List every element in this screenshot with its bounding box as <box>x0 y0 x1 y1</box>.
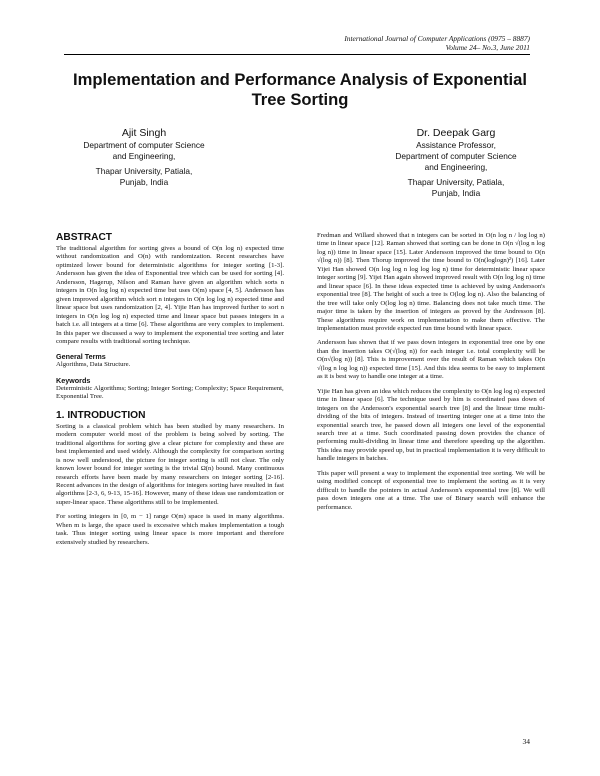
affiliation-line: Thapar University, Patiala, <box>407 177 505 187</box>
body-paragraph-3: Yijie Han has given an idea which reduces the complexity to O(n log log n) expected time in linear space [6]. The technique used by him is coordinated pass down of integers on the Andersson's exponential search tree [8] and the linear time multi-dividing of the bits of integers. Instead of inserting integer one at a time into the exponential search tree, he passed down all integers one level of the exponential search tree at a time. Such coordinated passing down provides the chance of performing multi-dividing in linear time and therefore speeding up the algorithm. This idea may provide speed up, but in practical implementation it is very difficult to handle integers in batches. <box>317 387 545 463</box>
journal-line: International Journal of Computer Applications (0975 – 8887) <box>344 34 530 43</box>
introduction-heading: 1. INTRODUCTION <box>56 409 146 421</box>
affiliation-line: Punjab, India <box>431 188 481 198</box>
body-paragraph-4: This paper will present a way to implement the exponential tree sorting. We will be using modified concept of exponential tree to implement the sorting as it is very difficult to handle the pointers in actual Andersson's exponential tree [8]. We will pass down integers one at a time. The use of Binary search will enhance the performance. <box>317 469 545 511</box>
left-column <box>56 232 284 553</box>
abstract-text: The traditional algorithm for sorting gives a bound of O(n log n) expected time without randomization and O(n) with randomization. Recent researches have optimized lower bound for deterministic algorithms for integer sorting [1-3]. Andersson has given the idea of Exponential tree which can be used for sorting [4]. Andersson, Hagerup, Nilson and Raman have given an algorithm which sorts n integers in O(n log log n) expected time but uses O(m) space [4, 5]. Andersson has given improved algorithm which sort n integers in O(n log log n) expected time and linear space but uses randomization [2, 4]. Yijie Han has improved further to sort n integers in O(n log log n) expected time and linear space but passes integers in a batch i.e. all integers at a time [6]. These algorithms are very complex to implement. In this paper we discussed a way to implement the exponential tree sorting and later compare results with traditional sorting technique. <box>56 245 284 345</box>
header-rule <box>64 54 530 55</box>
affiliation-line: Department of computer Science <box>395 151 517 161</box>
journal-header <box>344 34 530 52</box>
general-terms-text: Algorithms, Data Structure. <box>56 361 131 369</box>
affiliation-line: Department of computer Science <box>83 140 205 150</box>
volume-line: Volume 24– No.3, June 2011 <box>445 43 530 52</box>
author-block-2 <box>372 126 540 199</box>
author-name: Dr. Deepak Garg <box>416 127 496 139</box>
affiliation-line: and Engineering, <box>424 162 488 172</box>
keywords-text: Deterministic Algorithms; Sorting; Integer Sorting; Complexity; Space Requirement, Exponential Tree. <box>56 384 284 401</box>
page-number: 34 <box>522 737 530 746</box>
intro-paragraph-2: For sorting integers in [0, m − 1] range O(m) space is used in many algorithms. When m is large, the space used is excessive which makes implementation a tough task. Thus integer sorting using linear space is more important and therefore extensively studied by researchers. <box>56 513 284 546</box>
paper-title: Implementation and Performance Analysis of Exponential Tree Sorting <box>73 70 527 109</box>
right-column <box>317 232 545 518</box>
author-block-1 <box>64 126 224 188</box>
body-paragraph-1: Fredman and Willard showed that n integers can be sorted in O(n log n / log log n) time in linear space [12]. Raman showed that sorting can be done in O(n √(log n log log n)) time in linear space [15]. Later Andersson improved the time bound to O(n √(log n)) [8]. Then Thorup improved the time bound to O(n(loglogn)²) [16]. Later Yijei Han showed O(n log log n log log log n) time for deterministic linear space integer sorting [9]. Yijei Han again showed improved result with O(n log log n) time and linear space [6]. In these ideas expected time is achieved by using Andersson's exponential tree [8]. The height of such a tree is O(log log n). Also the balancing of the tree will take only O(log log n) time. Balancing does not take much time. The major time is taken by the insertion of integers as proved by the Andresson [8]. These algorithms require work on implementation to make them effective. The implementation must provide expected run time bound with linear space. <box>317 232 545 332</box>
affiliation-line: Punjab, India <box>119 177 169 187</box>
intro-paragraph-1: Sorting is a classical problem which has been studied by many researchers. In modern computer world most of the problem is being solved by sorting. The traditional algorithms for sorting give a clear picture for complexity and these are best implemented and used widely. Although the complexity for comparison sorting is now well understood, the picture for integer sorting is still not clear. The only known lower bound for integer sorting is the trivial Ω(n) bound. Many continuous research efforts have been made by many researchers on integer sorting [2-16]. Recent advances in the design of algorithms for integers sorting have resulted in fast algorithms [2-3, 6, 9-13, 15-16]. However, many of these ideas use randomization or super-linear space. These algorithms still to be implemented. <box>56 422 284 506</box>
body-paragraph-2: Andersson has shown that if we pass down integers in exponential tree one by one than the insertion takes O(√(log n)) for each integer i.e. total complexity will be O(n√(log n)) [8]. This is improvement over the result of Raman which takes O(n √(log n log log n)) expected time [15]. And this idea seems to be easy to implement as it is best way to handle one integer at a time. <box>317 339 545 381</box>
affiliation-line: and Engineering, <box>112 151 176 161</box>
affiliation-line: Assistance Professor, <box>416 140 496 150</box>
general-terms-heading: General Terms <box>56 352 106 362</box>
keywords-heading: Keywords <box>56 375 91 385</box>
author-name: Ajit Singh <box>121 127 167 139</box>
abstract-heading: ABSTRACT <box>56 232 113 243</box>
affiliation-line: Thapar University, Patiala, <box>95 166 193 176</box>
